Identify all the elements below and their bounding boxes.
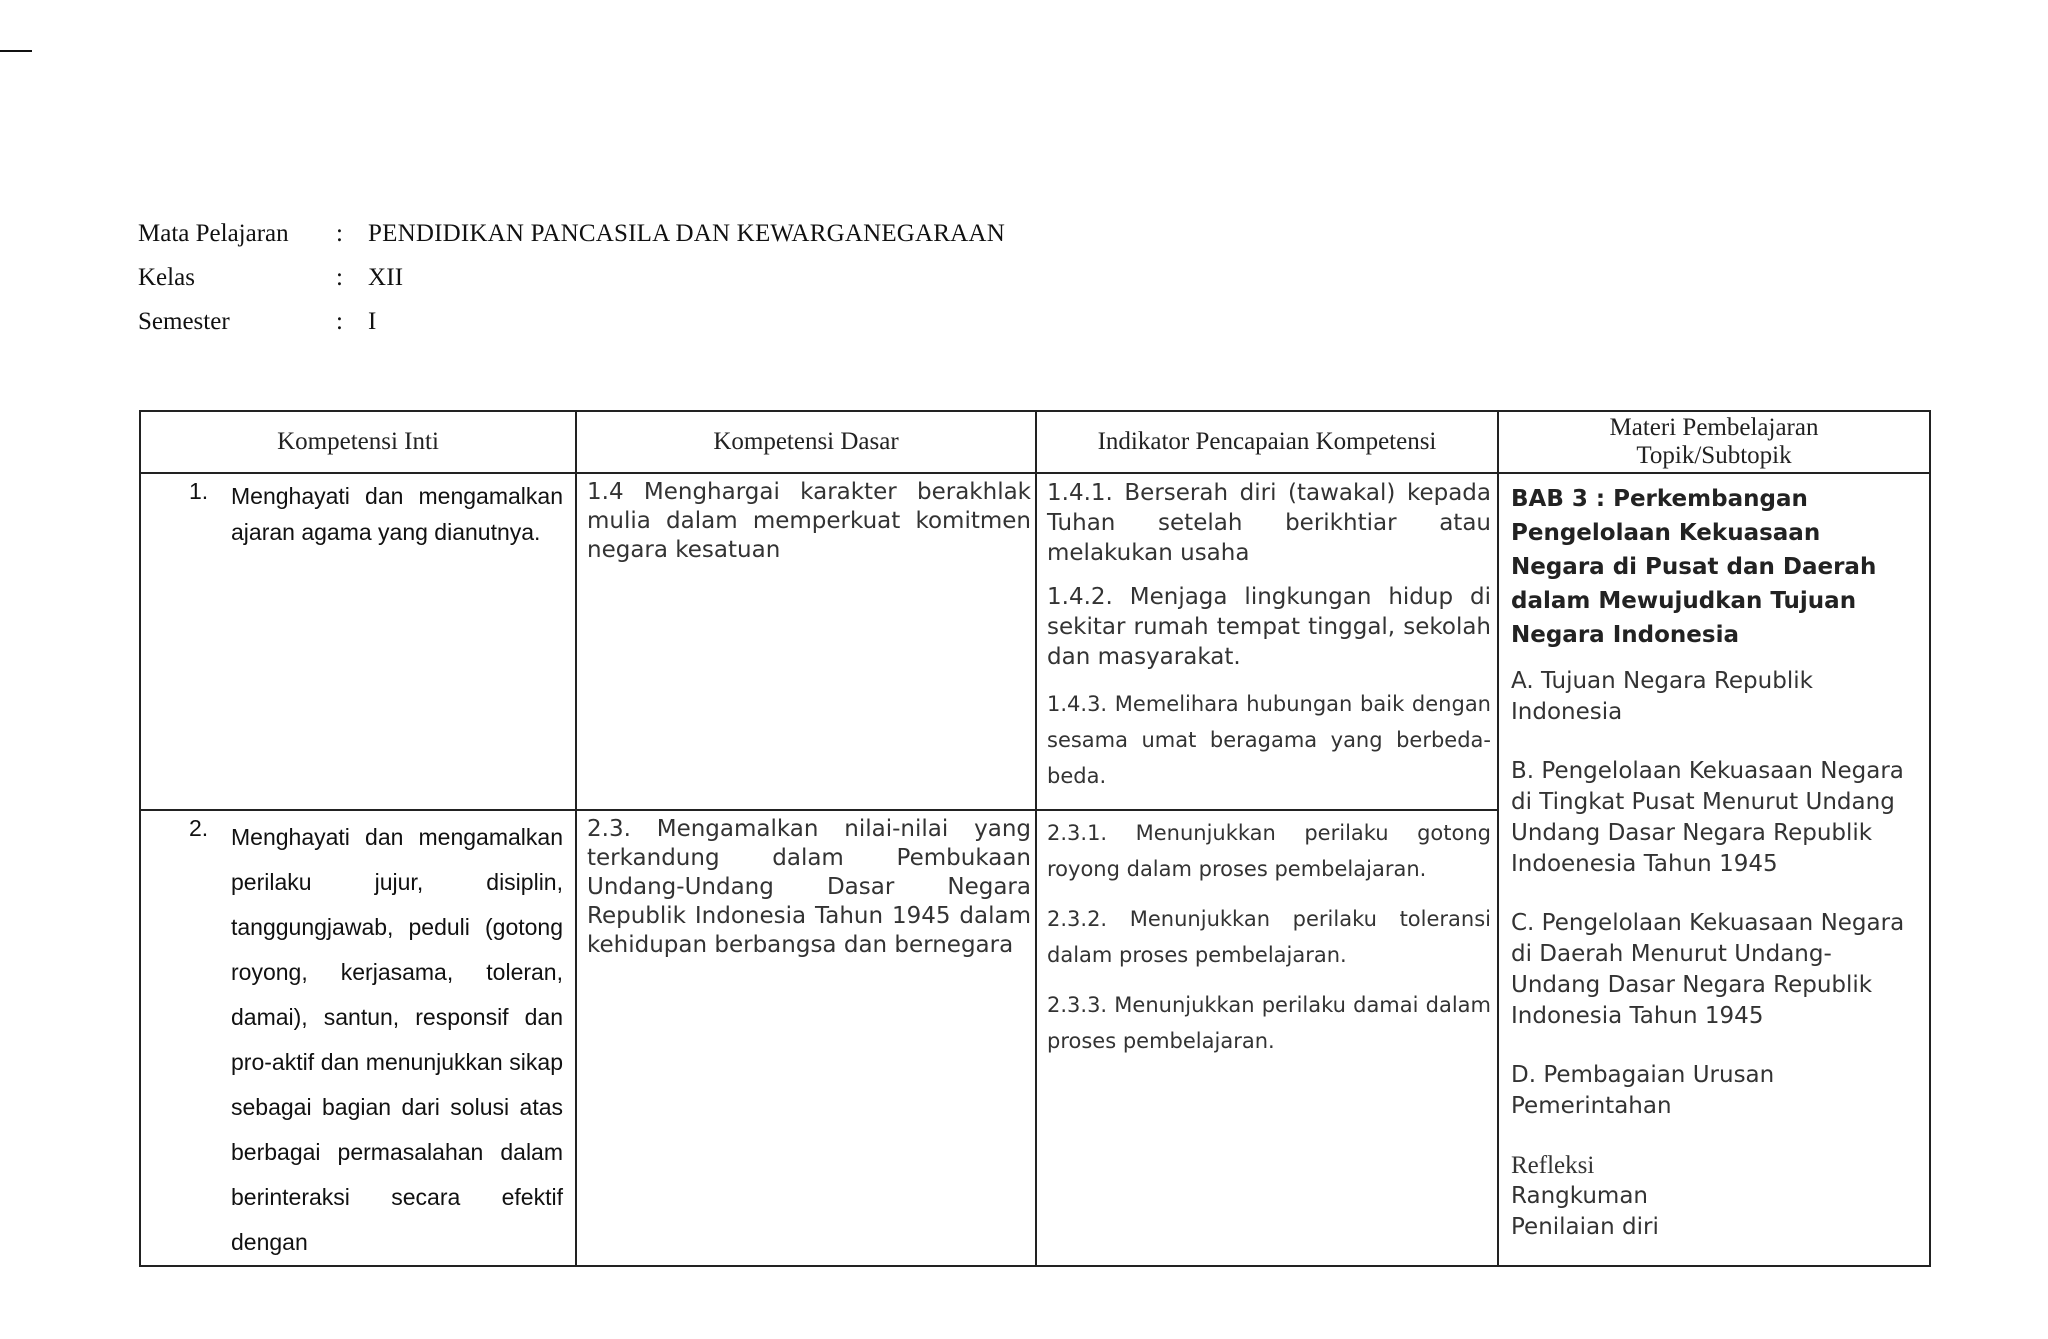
indikator-cell bbox=[1036, 810, 1498, 1266]
header-row-class bbox=[138, 256, 1005, 300]
header-materi-line2: Topik/Subtopik bbox=[1636, 442, 1792, 469]
header-materi-line1: Materi Pembelajaran bbox=[1609, 414, 1819, 441]
ki-text: Menghayati dan mengamalkan perilaku jujur, disiplin, tanggungjawab, peduli (gotong royong, kerjasama, toleran, damai), santun, responsif dan pro-aktif dan menunjukkan sikap sebagai bagian dari solusi atas berbagai permasalahan dalam berinteraksi secara efektif dengan bbox=[231, 824, 563, 1255]
materi-item: A. Tujuan Negara Republik Indonesia bbox=[1511, 668, 1813, 725]
ki-cell bbox=[140, 473, 576, 810]
kd-cell bbox=[576, 473, 1036, 810]
table-header-row bbox=[140, 411, 1930, 473]
ki-cell bbox=[140, 810, 576, 1266]
indikator-item: 2.3.3. Menunjukkan perilaku damai dalam proses pembelajaran. bbox=[1047, 993, 1491, 1053]
ki-number: 2. bbox=[189, 815, 209, 841]
class-value: XII bbox=[368, 264, 404, 291]
header-kompetensi-dasar: Kompetensi Dasar bbox=[576, 411, 1036, 473]
indikator-item: 1.4.1. Berserah diri (tawakal) kepada Tuhan setelah berikhtiar atau melakukan usaha bbox=[1047, 480, 1491, 566]
chapter-title: BAB 3 : Perkembangan Pengelolaan Kekuasaan Negara di Pusat dan Daerah dalam Mewujudkan Tujuan Negara Indonesia bbox=[1511, 486, 1877, 648]
header-row-subject bbox=[138, 212, 1005, 256]
subject-value: PENDIDIKAN PANCASILA DAN KEWARGANEGARAAN bbox=[368, 220, 1005, 247]
header-kompetensi-inti: Kompetensi Inti bbox=[140, 411, 576, 473]
header-materi bbox=[1498, 411, 1930, 473]
penilaian-label: Penilaian diri bbox=[1511, 1214, 1659, 1240]
class-label: Kelas bbox=[138, 264, 195, 291]
materi-cell bbox=[1498, 473, 1930, 1266]
corner-dash bbox=[0, 50, 32, 52]
rangkuman-label: Rangkuman bbox=[1511, 1183, 1649, 1209]
ki-number: 1. bbox=[189, 478, 209, 504]
semester-value: I bbox=[368, 308, 377, 335]
document-header bbox=[138, 212, 1005, 344]
materi-item: B. Pengelolaan Kekuasaan Negara di Tingkat Pusat Menurut Undang Undang Dasar Negara Republik Indoenesia Tahun 1945 bbox=[1511, 758, 1904, 877]
semester-label: Semester bbox=[138, 308, 230, 335]
ki-text: Menghayati dan mengamalkan ajaran agama yang dianutnya. bbox=[231, 483, 563, 545]
indikator-item: 2.3.2. Menunjukkan perilaku toleransi dalam proses pembelajaran. bbox=[1047, 907, 1491, 967]
refleksi-label: Refleksi bbox=[1511, 1152, 1595, 1179]
kd-cell bbox=[576, 810, 1036, 1266]
colon: : bbox=[336, 264, 343, 291]
header-row-semester bbox=[138, 300, 1005, 344]
kd-text: 1.4 Menghargai karakter berakhlak mulia dalam memperkuat komitmen negara kesatuan bbox=[587, 479, 1031, 563]
indikator-item: 1.4.3. Memelihara hubungan baik dengan sesama umat beragama yang berbeda-beda. bbox=[1047, 692, 1491, 788]
table-row bbox=[140, 473, 1930, 810]
indikator-item: 1.4.2. Menjaga lingkungan hidup di sekitar rumah tempat tinggal, sekolah dan masyarakat. bbox=[1047, 584, 1491, 670]
colon: : bbox=[336, 308, 343, 335]
subject-label: Mata Pelajaran bbox=[138, 220, 289, 247]
indikator-cell bbox=[1036, 473, 1498, 810]
header-indikator: Indikator Pencapaian Kompetensi bbox=[1036, 411, 1498, 473]
colon: : bbox=[336, 220, 343, 247]
materi-item: D. Pembagaian Urusan Pemerintahan bbox=[1511, 1062, 1775, 1119]
indikator-item: 2.3.1. Menunjukkan perilaku gotong royong dalam proses pembelajaran. bbox=[1047, 821, 1491, 881]
competency-table bbox=[139, 410, 1931, 1267]
kd-text: 2.3. Mengamalkan nilai-nilai yang terkandung dalam Pembukaan Undang-Undang Dasar Negara Republik Indonesia Tahun 1945 dalam kehidupan berbangsa dan bernegara bbox=[587, 816, 1031, 958]
materi-item: C. Pengelolaan Kekuasaan Negara di Daerah Menurut Undang-Undang Dasar Negara Republik Indonesia Tahun 1945 bbox=[1511, 910, 1905, 1029]
